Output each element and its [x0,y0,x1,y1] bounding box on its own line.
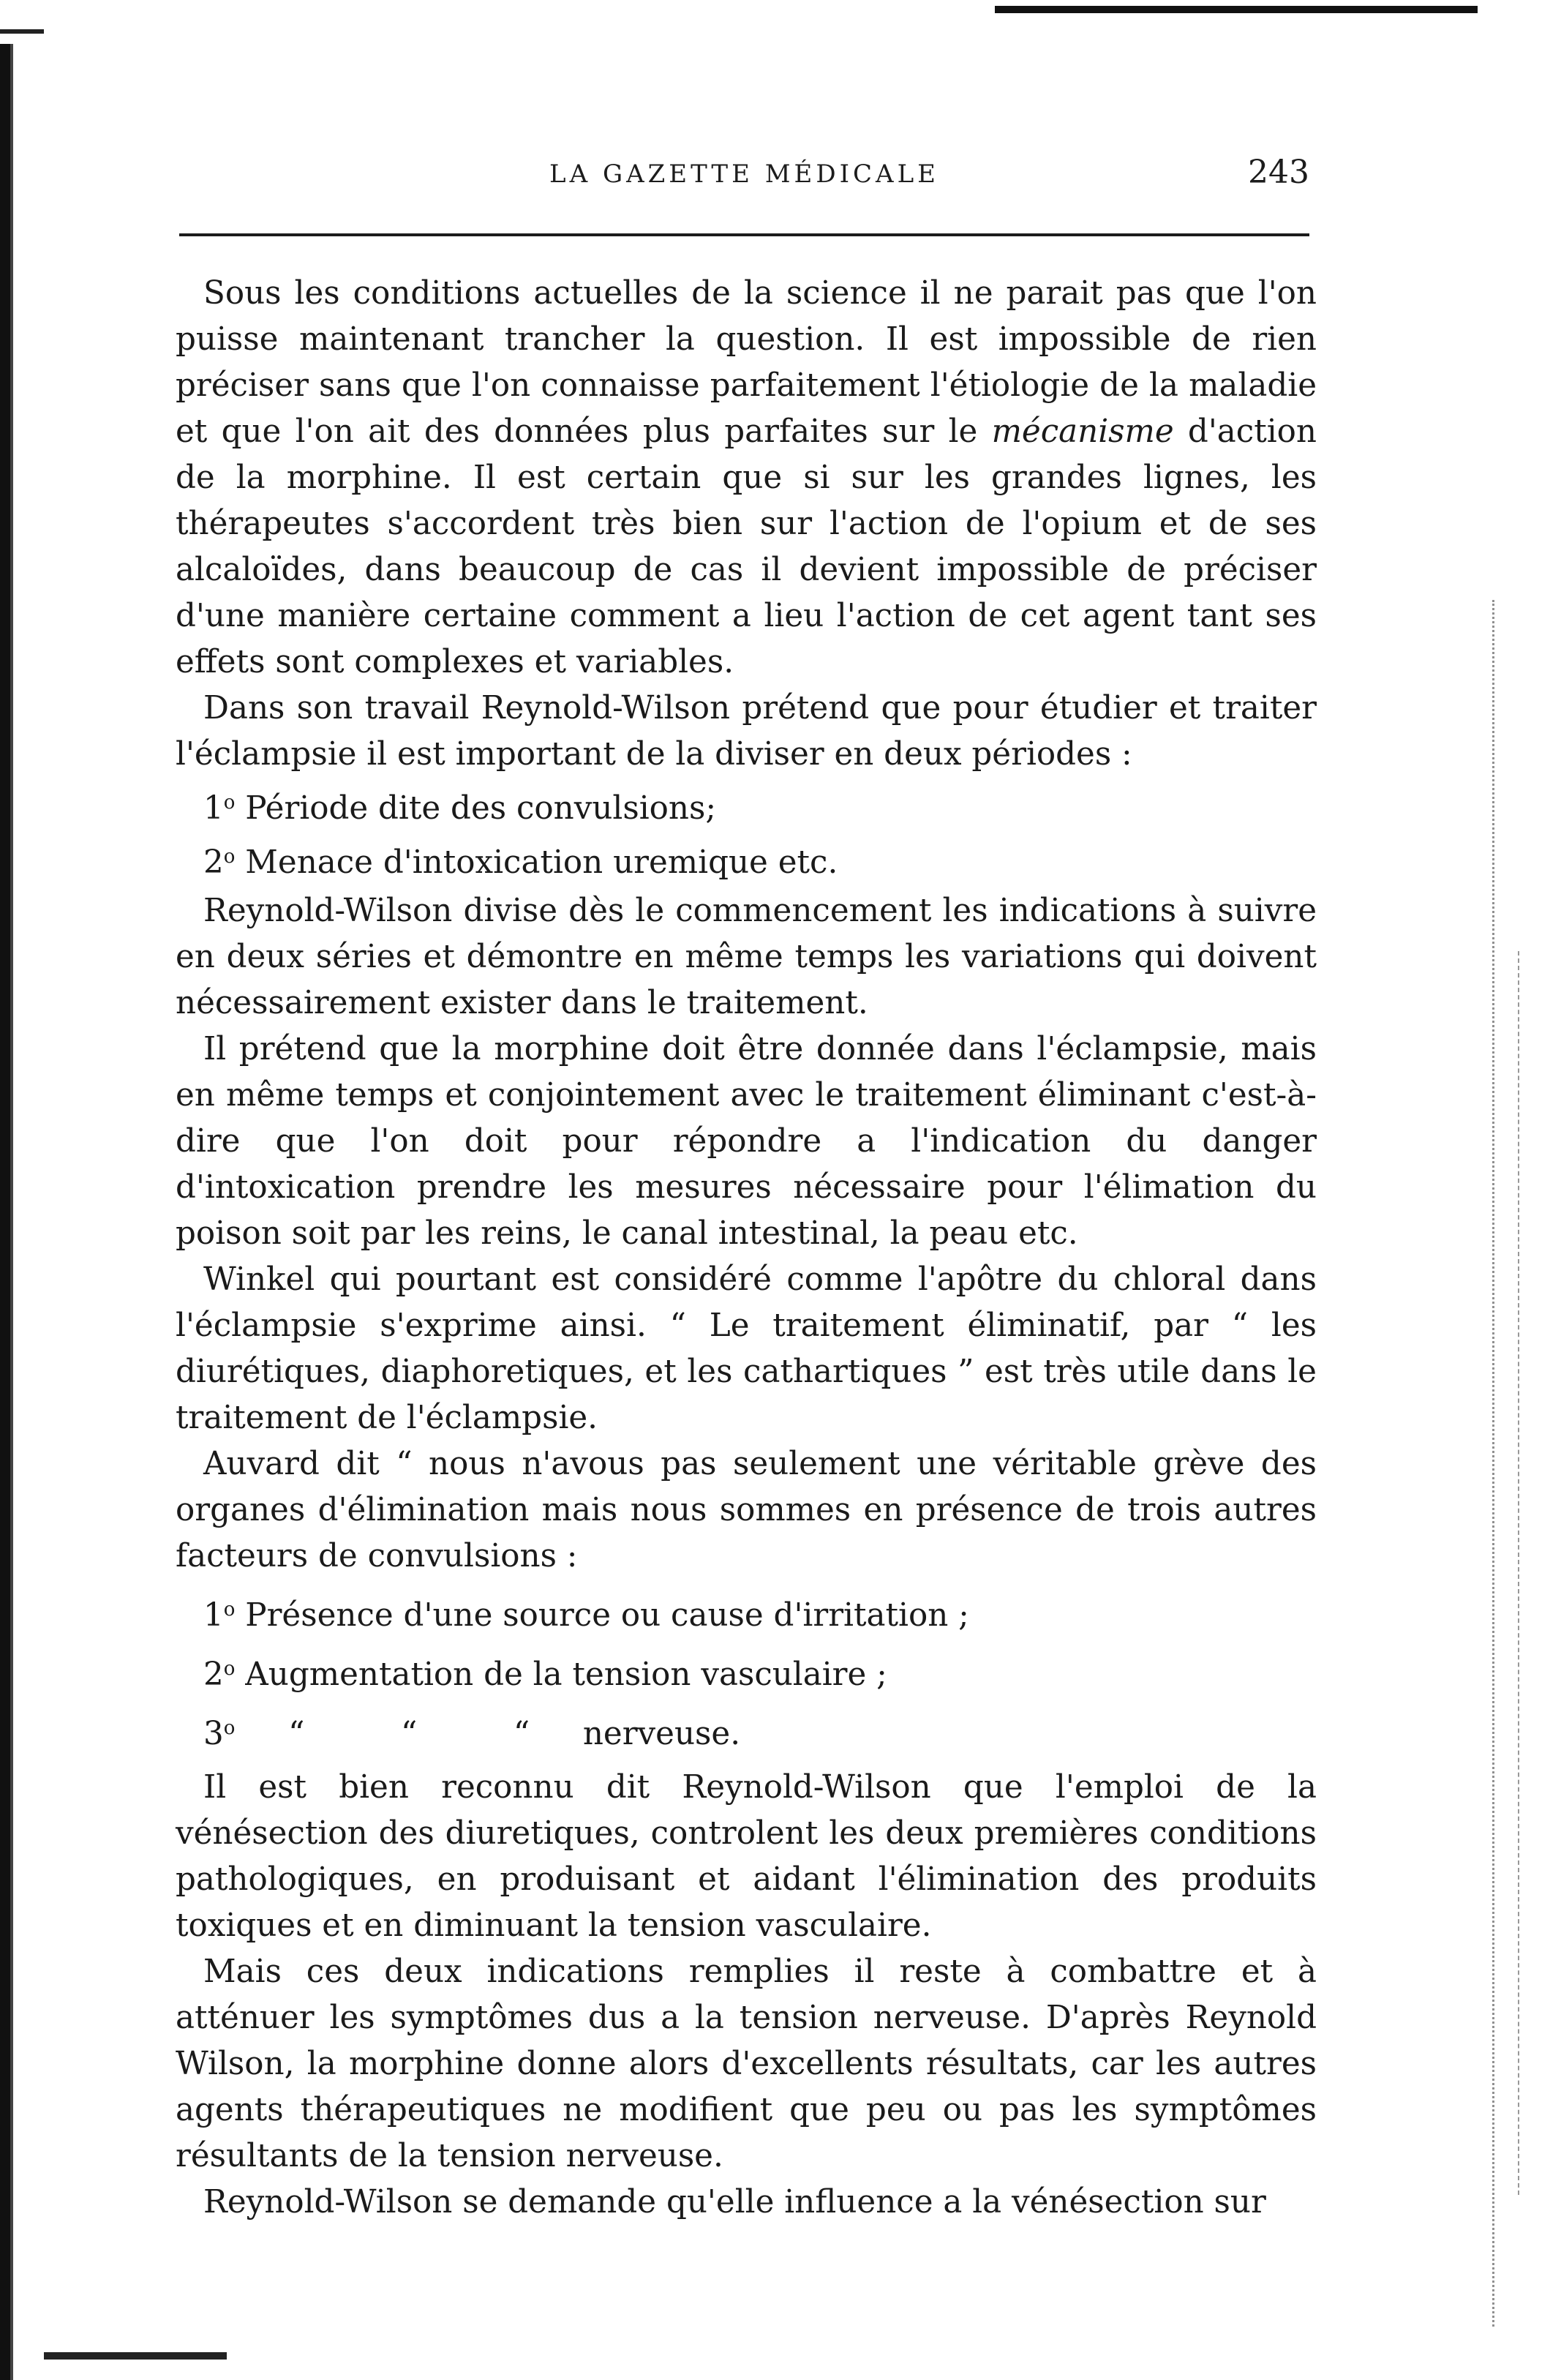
list-item-number: 1$^o$ [203,790,236,827]
scan-top-rule [995,6,1478,13]
list-item-text: Augmentation de la tension vasculaire ; [245,1656,887,1693]
list-2-item-2 [176,1646,1317,1698]
paragraph-1-part-b: d'action de la morphine. Il est certain que si sur les grandes lignes, les thérapeutes s'accordent très bien sur l'action de l'opium et de ses alcaloïdes, dans beaucoup de cas il devient impossible de préciser d'une manière certaine comment a lieu l'action de cet agent tant ses effets sont complexes et variables. [176,413,1317,680]
list-2-item-3 [176,1705,1317,1757]
scan-right-page-edge-2 [1518,951,1534,2195]
list-2-item-1 [176,1587,1317,1639]
paragraph-9: Reynold-Wilson se demande qu'elle influence a la vénésection sur [203,2184,1266,2221]
list-1-item-1 [176,780,1317,832]
paragraph-1 [176,271,1317,686]
paragraph-3: Reynold-Wilson divise dès le commencement les indications à suivre en deux séries et démontre en même temps les variations qui doivent nécessairement exister dans le traitement. [176,893,1317,1021]
paragraph-6: Auvard dit “ nous n'avous pas seulement une véritable grève des organes d'élimination mais nous sommes en présence de trois autres facteurs de convulsions : [176,1446,1317,1574]
ditto-mark: “ [513,1716,530,1752]
body-text [176,271,1317,2226]
list-1-item-2 [176,834,1317,886]
scan-left-binding-edge [0,44,16,2380]
ditto-mark: “ [400,1716,418,1752]
paragraph-1-emphasis: mécanisme [991,413,1174,450]
running-head [179,146,1309,205]
page-number: 243 [1248,154,1309,191]
list-item-number: 1$^o$ [203,1597,236,1634]
list-item-number: 3$^o$ [203,1716,236,1752]
list-item-text: Période dite des convulsions; [245,790,717,827]
journal-title: LA GAZETTE MÉDICALE [549,159,939,189]
paragraph-5: Winkel qui pourtant est considéré comme l'apôtre du chloral dans l'éclampsie s'exprime ainsi. “ Le traitement éliminatif, par “ les diurétiques, diaphoretiques, et les cathartiques ” est très utile dans le traitement de l'éclampsie. [176,1261,1317,1436]
ditto-mark: “ [288,1716,305,1752]
list-item-number: 2$^o$ [203,844,236,881]
paragraph-2: Dans son travail Reynold-Wilson prétend que pour étudier et traiter l'éclampsie il est important de la diviser en deux périodes : [176,690,1317,773]
paragraph-7: Il est bien reconnu dit Reynold-Wilson que l'emploi de la vénésection des diuretiques, controlent les deux premières conditions pathologiques, en produisant et aidant l'élimination des produits toxiques et en diminuant la tension vasculaire. [176,1769,1317,1944]
paragraph-4: Il prétend que la morphine doit être donnée dans l'éclampsie, mais en même temps et conjointement avec le traitement éliminant c'est-à-dire que l'on doit pour répondre a l'indication du danger d'intoxication prendre les mesures nécessaire pour l'élimation du poison soit par les reins, le canal intestinal, la peau etc. [176,1031,1317,1252]
scan-bottom-mark [44,2352,227,2360]
paragraph-8: Mais ces deux indications remplies il reste à combattre et à atténuer les symptômes dus a la tension nerveuse. D'après Reynold Wilson, la morphine donne alors d'excellents résultats, car les autres agents thérapeutiques ne modifient que peu ou pas les symptômes résultants de la tension nerveuse. [176,1953,1317,2174]
list-item-text: Présence d'une source ou cause d'irritation ; [245,1597,969,1634]
list-item-text: Menace d'intoxication uremique etc. [245,844,838,881]
header-rule [179,233,1309,236]
list-item-number: 2$^o$ [203,1656,236,1693]
paragraph-1-part-a: Sous les conditions actuelles de la science il ne parait pas que l'on puisse maintenant trancher la question. Il est impossible de rien préciser sans que l'on connaisse parfaitement l'étiologie de la maladie et que l'on ait des données plus parfaites sur le [176,275,1317,450]
list-item-text: nerveuse. [582,1716,741,1752]
